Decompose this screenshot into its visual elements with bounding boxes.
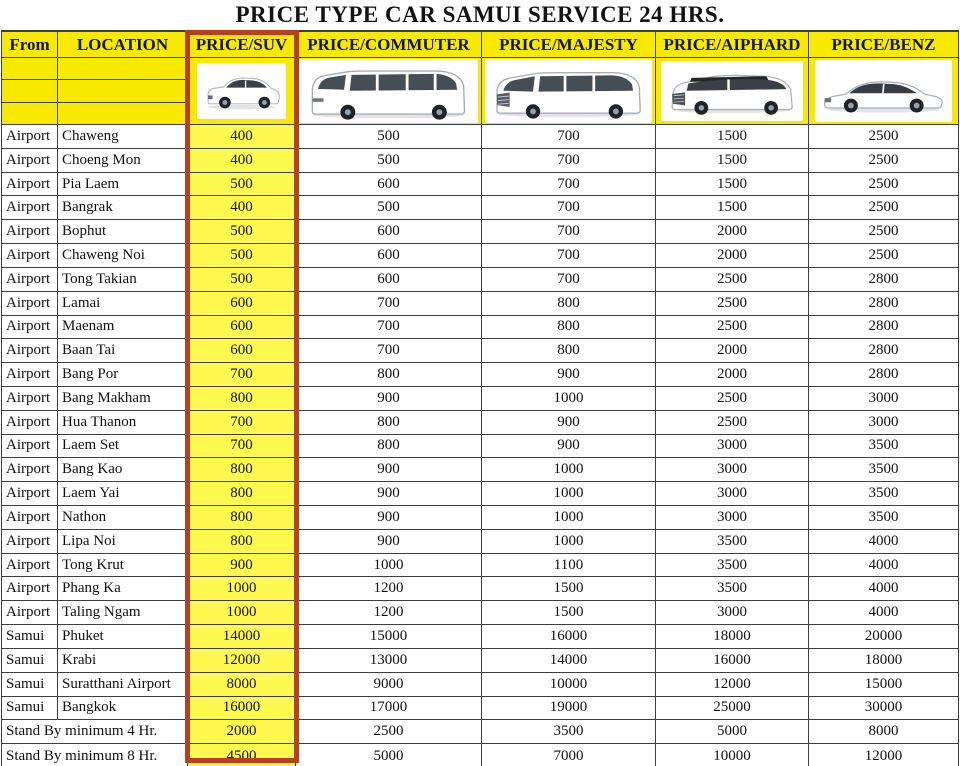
price-benz-cell: 2500 [809, 244, 958, 268]
price-suv-cell: 400 [188, 125, 296, 149]
table-row [2, 577, 958, 601]
from-cell: Airport [2, 577, 58, 601]
location-cell: Krabi [58, 649, 188, 673]
from-cell: Airport [2, 411, 58, 435]
price-majesty-cell: 16000 [482, 625, 656, 649]
column-header-commuter: PRICE/COMMUTER [296, 32, 482, 58]
location-cell: Bang Makham [58, 387, 188, 411]
price-majesty-cell: 700 [482, 125, 656, 149]
price-majesty-cell: 19000 [482, 697, 656, 721]
standby-label-cell: Stand By minimum 4 Hr. [2, 720, 188, 744]
price-aiphard-cell: 2000 [656, 220, 809, 244]
table-row [2, 530, 958, 554]
price-commuter-cell: 900 [296, 458, 482, 482]
from-cell: Airport [2, 173, 58, 197]
location-cell: Phang Ka [58, 577, 188, 601]
price-benz-cell: 2500 [809, 220, 958, 244]
table-row [2, 411, 958, 435]
from-cell: Airport [2, 339, 58, 363]
location-cell: Pia Laem [58, 173, 188, 197]
price-suv-cell: 500 [188, 173, 296, 197]
from-cell: Samui [2, 625, 58, 649]
table-row [2, 697, 958, 721]
price-suv-cell: 600 [188, 292, 296, 316]
price-aiphard-cell: 1500 [656, 196, 809, 220]
price-aiphard-cell: 3500 [656, 554, 809, 578]
from-cell: Airport [2, 292, 58, 316]
price-commuter-cell: 15000 [296, 625, 482, 649]
price-benz-cell: 30000 [809, 697, 958, 721]
price-suv-cell: 16000 [188, 697, 296, 721]
from-cell: Airport [2, 435, 58, 459]
table-row [2, 601, 958, 625]
commuter-image-cell [296, 58, 482, 125]
from-cell: Samui [2, 697, 58, 721]
price-commuter-cell: 13000 [296, 649, 482, 673]
table-row [2, 387, 958, 411]
price-majesty-cell: 7000 [482, 744, 656, 766]
price-aiphard-cell: 1500 [656, 149, 809, 173]
price-benz-cell: 12000 [864, 747, 903, 764]
from-cell: Airport [2, 506, 58, 530]
empty-cell [58, 80, 187, 102]
price-majesty-cell: 1500 [482, 577, 656, 601]
price-aiphard-cell: 16000 [656, 649, 809, 673]
price-aiphard-cell: 5000 [656, 720, 809, 744]
price-majesty-cell: 700 [482, 268, 656, 292]
table-row [2, 149, 958, 173]
price-suv-cell: 400 [188, 196, 296, 220]
empty-cell [58, 103, 187, 124]
from-cell: Airport [2, 482, 58, 506]
table-row [2, 673, 958, 697]
location-cell: Hua Thanon [58, 411, 188, 435]
price-commuter-cell: 600 [296, 268, 482, 292]
price-suv-cell: 1000 [188, 577, 296, 601]
price-benz-cell: 2800 [809, 268, 958, 292]
table-row [2, 316, 958, 340]
table-row [2, 268, 958, 292]
table-row [2, 125, 958, 149]
price-benz-cell: 4000 [809, 530, 958, 554]
from-cell: Airport [2, 196, 58, 220]
price-aiphard-cell: 2500 [656, 387, 809, 411]
majesty-image-card [485, 59, 652, 123]
location-cell: Tong Krut [58, 554, 188, 578]
price-aiphard-cell: 18000 [656, 625, 809, 649]
price-benz-cell: 3000 [809, 411, 958, 435]
price-benz-cell: 20000 [809, 625, 958, 649]
price-benz-cell: 3500 [809, 435, 958, 459]
price-aiphard-cell: 12000 [656, 673, 809, 697]
price-suv-cell: 700 [188, 411, 296, 435]
price-benz-cell: 3500 [809, 458, 958, 482]
price-majesty-cell: 700 [482, 196, 656, 220]
from-cell: Airport [2, 530, 58, 554]
price-benz-cell: 2800 [809, 316, 958, 340]
from-cell: Samui [2, 649, 58, 673]
price-majesty-cell: 800 [482, 339, 656, 363]
price-commuter-cell: 700 [296, 316, 482, 340]
price-suv-cell: 600 [188, 316, 296, 340]
suv-image-card [197, 63, 286, 119]
empty-from-cell [2, 58, 58, 125]
price-commuter-cell: 800 [296, 435, 482, 459]
price-majesty-cell: 700 [482, 220, 656, 244]
price-majesty-cell: 1000 [482, 506, 656, 530]
table-row [2, 435, 958, 459]
alphard-mpv-icon [664, 62, 800, 120]
empty-location-cell [58, 58, 188, 125]
price-aiphard-cell: 10000 [656, 744, 809, 766]
price-aiphard-cell: 1500 [656, 125, 809, 149]
price-majesty-cell: 900 [482, 363, 656, 387]
price-commuter-cell: 600 [296, 173, 482, 197]
price-majesty-cell: 900 [482, 411, 656, 435]
price-majesty-cell: 10000 [482, 673, 656, 697]
price-aiphard-cell: 3000 [656, 506, 809, 530]
price-commuter-cell: 700 [296, 292, 482, 316]
price-aiphard-cell: 3000 [656, 601, 809, 625]
price-suv-cell: 800 [188, 458, 296, 482]
location-cell: Taling Ngam [58, 601, 188, 625]
price-suv-cell: 2000 [188, 720, 296, 744]
price-suv-cell: 4500 [188, 744, 296, 766]
price-benz-cell: 3000 [809, 387, 958, 411]
price-commuter-cell: 1200 [296, 577, 482, 601]
column-header-from: From [2, 32, 58, 58]
table-row [2, 339, 958, 363]
table-header-row [2, 32, 958, 58]
location-cell: Bang Por [58, 363, 188, 387]
price-aiphard-cell: 3500 [656, 577, 809, 601]
suv-car-icon [199, 64, 284, 118]
aiphard-image-cell [656, 58, 809, 125]
location-cell: Bangkok [58, 697, 188, 721]
price-commuter-cell: 1200 [296, 601, 482, 625]
price-commuter-cell: 800 [296, 363, 482, 387]
price-suv-cell: 500 [188, 244, 296, 268]
price-aiphard-cell: 2500 [656, 268, 809, 292]
location-cell: Laem Yai [58, 482, 188, 506]
from-cell: Airport [2, 387, 58, 411]
price-suv-cell: 700 [188, 435, 296, 459]
price-majesty-cell: 900 [482, 435, 656, 459]
majesty-van-icon [488, 60, 648, 121]
price-benz-cell: 2800 [809, 339, 958, 363]
table-row [2, 220, 958, 244]
column-header-aiphard: PRICE/AIPHARD [656, 32, 809, 58]
price-suv-cell: 500 [188, 220, 296, 244]
price-commuter-cell: 600 [296, 244, 482, 268]
price-benz-cell: 8000 [809, 720, 958, 744]
location-cell: Suratthani Airport [58, 673, 188, 697]
price-suv-cell: 400 [188, 149, 296, 173]
location-cell: Tong Takian [58, 268, 188, 292]
location-cell: Chaweng Noi [58, 244, 188, 268]
price-aiphard-cell: 2500 [656, 292, 809, 316]
table-row [2, 244, 958, 268]
price-commuter-cell: 600 [296, 220, 482, 244]
price-suv-cell: 12000 [188, 649, 296, 673]
price-majesty-cell: 1100 [482, 554, 656, 578]
table-row [2, 196, 958, 220]
column-header-location: LOCATION [58, 32, 188, 58]
price-benz-cell: 4000 [809, 601, 958, 625]
price-aiphard-cell: 3000 [656, 435, 809, 459]
from-cell: Airport [2, 125, 58, 149]
price-aiphard-cell: 2000 [656, 339, 809, 363]
price-table [1, 30, 959, 766]
page-title: PRICE TYPE CAR SAMUI SERVICE 24 HRS. [235, 2, 725, 27]
price-benz-cell: 18000 [809, 649, 958, 673]
price-majesty-cell: 14000 [482, 649, 656, 673]
table-row [2, 625, 958, 649]
from-cell: Airport [2, 458, 58, 482]
from-cell: Airport [2, 363, 58, 387]
benz-image-card [815, 60, 952, 122]
location-cell: Lamai [58, 292, 188, 316]
benz-sedan-icon [818, 61, 950, 121]
location-cell: Choeng Mon [58, 149, 188, 173]
price-aiphard-cell: 2500 [656, 411, 809, 435]
from-cell: Airport [2, 220, 58, 244]
table-row [2, 292, 958, 316]
price-suv-cell: 8000 [188, 673, 296, 697]
location-cell: Bang Kao [58, 458, 188, 482]
from-cell: Samui [2, 673, 58, 697]
price-suv-cell: 800 [188, 530, 296, 554]
price-majesty-cell: 800 [482, 316, 656, 340]
location-cell: Phuket [58, 625, 188, 649]
price-suv-cell: 700 [188, 363, 296, 387]
price-majesty-cell: 700 [482, 149, 656, 173]
table-row [2, 554, 958, 578]
from-cell: Airport [2, 149, 58, 173]
price-commuter-cell: 900 [296, 530, 482, 554]
price-majesty-cell: 1500 [482, 601, 656, 625]
from-cell: Airport [2, 244, 58, 268]
price-suv-cell: 800 [188, 482, 296, 506]
price-commuter-cell: 900 [296, 482, 482, 506]
price-suv-cell: 1000 [188, 601, 296, 625]
price-aiphard-cell: 2500 [656, 316, 809, 340]
price-commuter-cell: 500 [296, 149, 482, 173]
empty-cell [2, 58, 57, 80]
price-aiphard-cell: 3000 [656, 458, 809, 482]
from-cell: Airport [2, 554, 58, 578]
empty-cell [58, 58, 187, 80]
price-benz-cell: 2800 [809, 292, 958, 316]
price-aiphard-cell: 2000 [656, 244, 809, 268]
table-row [2, 506, 958, 530]
table-row [2, 744, 958, 766]
price-benz-cell: 2500 [809, 196, 958, 220]
price-majesty-cell: 800 [482, 292, 656, 316]
price-aiphard-cell: 25000 [656, 697, 809, 721]
column-header-majesty: PRICE/MAJESTY [482, 32, 656, 58]
commuter-van-icon [303, 60, 475, 121]
price-benz-cell: 3500 [809, 506, 958, 530]
price-suv-cell: 14000 [188, 625, 296, 649]
price-commuter-cell: 500 [296, 196, 482, 220]
aiphard-image-card [661, 61, 803, 121]
table-row [2, 458, 958, 482]
price-benz-cell: 15000 [809, 673, 958, 697]
price-majesty-cell: 1000 [482, 530, 656, 554]
column-header-benz: PRICE/BENZ [809, 32, 958, 58]
price-suv-cell: 600 [188, 339, 296, 363]
commuter-image-card [299, 59, 478, 123]
price-benz-cell: 2500 [809, 125, 958, 149]
price-commuter-cell: 5000 [296, 744, 482, 766]
price-suv-cell: 900 [188, 554, 296, 578]
price-suv-cell: 800 [188, 506, 296, 530]
price-aiphard-cell: 3500 [656, 530, 809, 554]
price-commuter-cell: 900 [296, 506, 482, 530]
table-row [2, 482, 958, 506]
price-benz-cell: 3500 [809, 482, 958, 506]
location-cell: Lipa Noi [58, 530, 188, 554]
price-aiphard-cell: 3000 [656, 482, 809, 506]
price-commuter-cell: 500 [296, 125, 482, 149]
price-majesty-cell: 1000 [482, 482, 656, 506]
from-cell: Airport [2, 268, 58, 292]
price-suv-cell: 800 [188, 387, 296, 411]
price-majesty-cell: 700 [482, 244, 656, 268]
price-benz-cell: 2500 [809, 149, 958, 173]
price-commuter-cell: 800 [296, 411, 482, 435]
price-aiphard-cell: 1500 [656, 173, 809, 197]
table-row [2, 720, 958, 744]
price-commuter-cell: 900 [296, 387, 482, 411]
price-aiphard-cell: 2000 [656, 363, 809, 387]
from-cell: Airport [2, 316, 58, 340]
benz-image-cell [809, 58, 958, 125]
standby-label-cell: Stand By minimum 8 Hr. [2, 744, 188, 766]
price-commuter-cell: 9000 [296, 673, 482, 697]
price-benz-cell: 2500 [809, 173, 958, 197]
from-cell: Airport [2, 601, 58, 625]
majesty-image-cell [482, 58, 656, 125]
price-majesty-cell: 1000 [482, 458, 656, 482]
price-suv-cell: 500 [188, 268, 296, 292]
price-majesty-cell: 700 [482, 173, 656, 197]
price-benz-cell: 4000 [809, 554, 958, 578]
location-cell: Maenam [58, 316, 188, 340]
location-cell: Bophut [58, 220, 188, 244]
empty-cell [2, 103, 57, 124]
column-header-suv: PRICE/SUV [188, 32, 296, 58]
price-commuter-cell: 17000 [296, 697, 482, 721]
price-commuter-cell: 2500 [296, 720, 482, 744]
table-body [2, 125, 958, 766]
car-image-row [2, 58, 958, 125]
table-row [2, 173, 958, 197]
table-row [2, 649, 958, 673]
location-cell: Nathon [58, 506, 188, 530]
suv-image-cell [188, 58, 296, 125]
table-row [2, 363, 958, 387]
price-benz-cell: 4000 [809, 577, 958, 601]
location-cell: Chaweng [58, 125, 188, 149]
empty-cell [2, 80, 57, 102]
location-cell: Baan Tai [58, 339, 188, 363]
price-majesty-cell: 3500 [482, 720, 656, 744]
price-commuter-cell: 1000 [296, 554, 482, 578]
price-commuter-cell: 700 [296, 339, 482, 363]
price-majesty-cell: 1000 [482, 387, 656, 411]
price-benz-cell: 2800 [809, 363, 958, 387]
location-cell: Laem Set [58, 435, 188, 459]
location-cell: Bangrak [58, 196, 188, 220]
